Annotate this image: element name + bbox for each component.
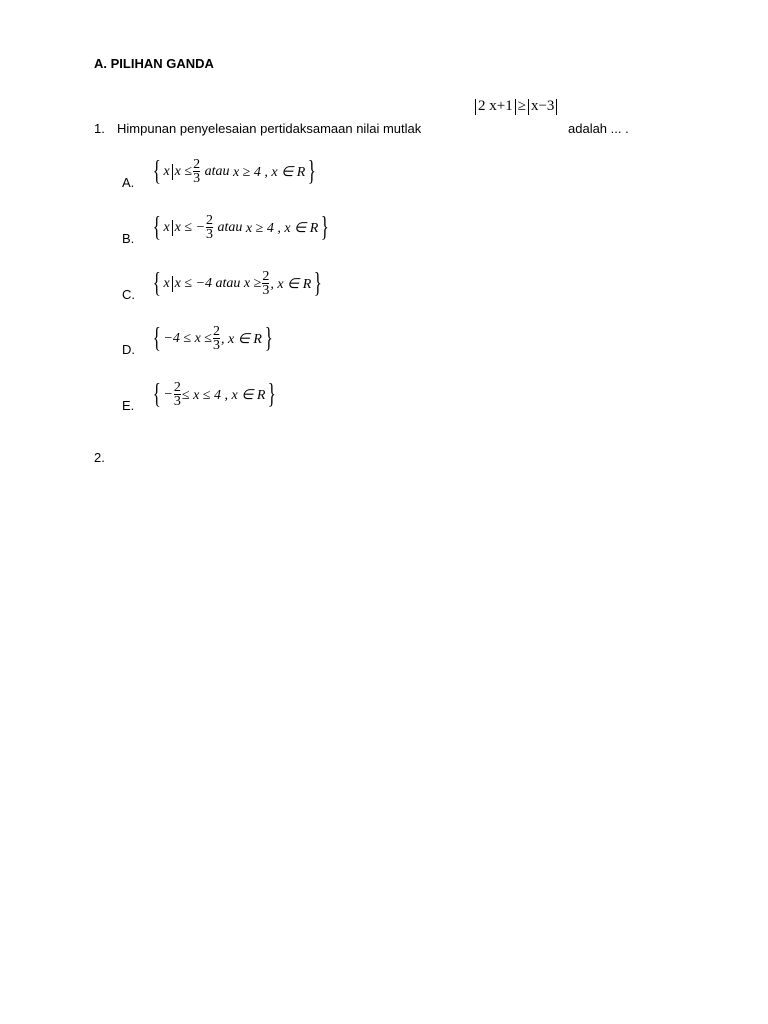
brace-open: { <box>152 156 161 187</box>
abs-bar-right <box>556 99 557 115</box>
condition: − <box>163 387 173 402</box>
abs-bar <box>528 99 529 115</box>
condition-rest: x ≥ 4 , x ∈ R <box>232 164 306 180</box>
numerator: 2 <box>206 213 214 228</box>
question-2-number: 2. <box>94 450 105 465</box>
condition: x ≤ <box>174 164 193 179</box>
option-b-label[interactable]: B. <box>122 231 135 246</box>
abs-bar-left <box>475 99 476 115</box>
denominator: 3 <box>262 283 270 298</box>
brace-close: } <box>313 268 323 299</box>
fraction <box>262 271 269 297</box>
brace-close: } <box>320 212 330 243</box>
denominator: 3 <box>212 338 220 353</box>
abs-bar <box>515 99 516 115</box>
section-title: A. PILIHAN GANDA <box>94 56 214 71</box>
set-variable: x <box>163 164 170 179</box>
condition: x ≤ −4 <box>174 276 213 291</box>
denominator: 3 <box>173 394 181 409</box>
brace-open: { <box>152 268 161 299</box>
option-b-math[interactable] <box>150 214 332 242</box>
brace-close: } <box>308 156 317 187</box>
option-a-math[interactable] <box>150 158 319 186</box>
numerator: 2 <box>193 157 201 172</box>
option-e-label[interactable]: E. <box>122 398 135 413</box>
option-c-math[interactable] <box>150 270 325 298</box>
question-1-text: Himpunan penyelesaian pertidaksamaan nilai mutlak <box>117 121 422 136</box>
brace-close: } <box>264 323 273 354</box>
fraction <box>174 382 181 408</box>
condition-rest: , x ∈ R <box>270 276 312 292</box>
question-1-number: 1. <box>94 121 105 136</box>
condition: x ≤ − <box>174 220 206 235</box>
brace-open: { <box>152 212 161 243</box>
formula-relation: ≥ <box>517 98 526 114</box>
set-bar <box>172 164 173 180</box>
option-d-label[interactable]: D. <box>122 342 135 357</box>
formula-left: 2 x+1 <box>478 98 513 114</box>
question-1-tail: adalah ... . <box>568 121 629 136</box>
numerator: 2 <box>262 269 270 284</box>
set-bar <box>172 276 173 292</box>
set-bar <box>172 220 173 236</box>
denominator: 3 <box>193 171 201 186</box>
condition-2: x ≥ <box>243 276 262 291</box>
numerator: 2 <box>173 380 181 395</box>
fraction <box>193 159 200 185</box>
connector-word: atau <box>204 164 230 179</box>
condition: −4 ≤ x ≤ <box>163 331 212 346</box>
fraction <box>206 215 213 241</box>
option-d-math[interactable] <box>150 325 275 353</box>
option-a-label[interactable]: A. <box>122 175 135 190</box>
set-variable: x <box>163 276 170 291</box>
brace-open: { <box>152 379 161 410</box>
condition-rest: x ≥ 4 , x ∈ R <box>245 220 319 236</box>
connector-word: atau <box>215 276 241 291</box>
formula-right: x−3 <box>530 98 555 114</box>
numerator: 2 <box>212 324 220 339</box>
condition-2: ≤ x ≤ 4 , x ∈ R <box>181 387 266 403</box>
brace-close: } <box>268 379 277 410</box>
set-variable: x <box>163 220 170 235</box>
absolute-value-formula <box>473 98 559 115</box>
fraction <box>213 326 220 352</box>
denominator: 3 <box>206 227 214 242</box>
option-e-math[interactable] <box>150 381 279 409</box>
connector-word: atau <box>217 220 243 235</box>
option-c-label[interactable]: C. <box>122 287 135 302</box>
condition-rest: , x ∈ R <box>220 331 262 347</box>
brace-open: { <box>152 323 161 354</box>
